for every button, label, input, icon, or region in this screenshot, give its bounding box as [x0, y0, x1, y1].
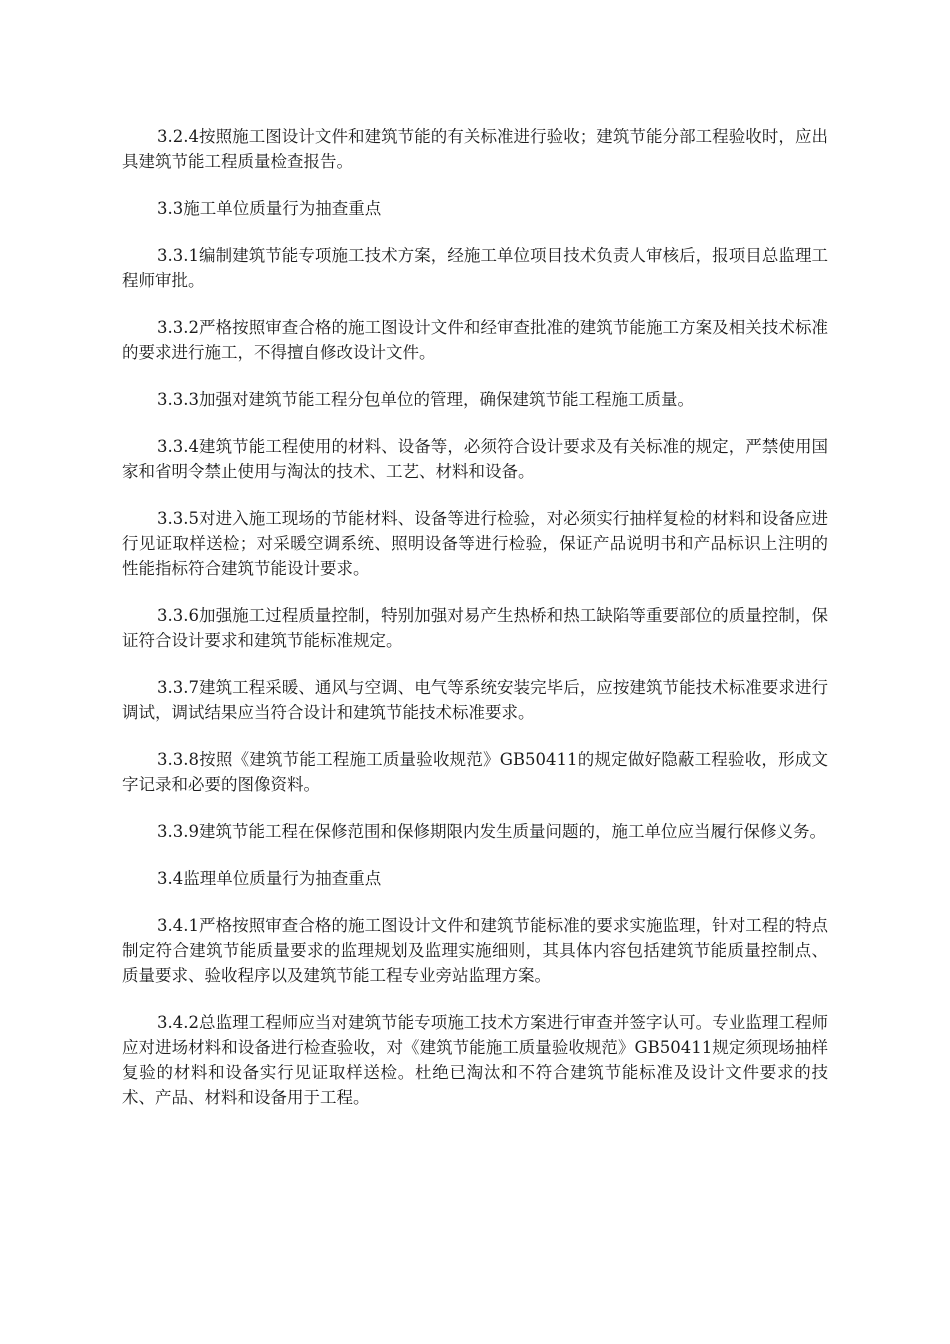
section-heading-3-3: 3.3施工单位质量行为抽查重点 [157, 199, 382, 218]
paragraph-3-3-1: 3.3.1编制建筑节能专项施工技术方案，经施工单位项目技术负责人审核后，报项目总监理工程师审批。 [122, 246, 828, 290]
paragraph-3-3-8: 3.3.8按照《建筑节能工程施工质量验收规范》GB50411的规定做好隐蔽工程验收，形成文字记录和必要的图像资料。 [122, 750, 828, 794]
paragraph-3-3-3: 3.3.3加强对建筑节能工程分包单位的管理，确保建筑节能工程施工质量。 [157, 390, 694, 409]
section-heading-3-4: 3.4监理单位质量行为抽查重点 [157, 869, 382, 888]
document-body [122, 124, 828, 1132]
paragraph-3-3-4: 3.3.4建筑节能工程使用的材料、设备等，必须符合设计要求及有关标准的规定，严禁使用国家和省明令禁止使用与淘汰的技术、工艺、材料和设备。 [122, 437, 828, 481]
paragraph-3-3-2: 3.3.2严格按照审查合格的施工图设计文件和经审查批准的建筑节能施工方案及相关技术标准的要求进行施工，不得擅自修改设计文件。 [122, 318, 828, 362]
paragraph-3-4-2: 3.4.2总监理工程师应当对建筑节能专项施工技术方案进行审查并签字认可。专业监理工程师应对进场材料和设备进行检查验收，对《建筑节能施工质量验收规范》GB50411规定须现场抽样复验的材料和设备实行见证取样送检。杜绝已淘汰和不符合建筑节能标准及设计文件要求的技术、产品、材料和设备用于工程。 [122, 1013, 828, 1107]
paragraph-3-2-4: 3.2.4按照施工图设计文件和建筑节能的有关标准进行验收；建筑节能分部工程验收时，应出具建筑节能工程质量检查报告。 [122, 127, 828, 171]
paragraph-3-4-1: 3.4.1严格按照审查合格的施工图设计文件和建筑节能标准的要求实施监理，针对工程的特点制定符合建筑节能质量要求的监理规划及监理实施细则，其具体内容包括建筑节能质量控制点、质量要求、验收程序以及建筑节能工程专业旁站监理方案。 [122, 916, 828, 985]
paragraph-3-3-6: 3.3.6加强施工过程质量控制，特别加强对易产生热桥和热工缺陷等重要部位的质量控制，保证符合设计要求和建筑节能标准规定。 [122, 606, 828, 650]
paragraph-3-3-9: 3.3.9建筑节能工程在保修范围和保修期限内发生质量问题的，施工单位应当履行保修义务。 [157, 822, 826, 841]
paragraph-3-3-5: 3.3.5对进入施工现场的节能材料、设备等进行检验，对必须实行抽样复检的材料和设备应进行见证取样送检；对采暖空调系统、照明设备等进行检验，保证产品说明书和产品标识上注明的性能指标符合建筑节能设计要求。 [122, 509, 828, 578]
paragraph-3-3-7: 3.3.7建筑工程采暖、通风与空调、电气等系统安装完毕后，应按建筑节能技术标准要求进行调试，调试结果应当符合设计和建筑节能技术标准要求。 [122, 678, 828, 722]
